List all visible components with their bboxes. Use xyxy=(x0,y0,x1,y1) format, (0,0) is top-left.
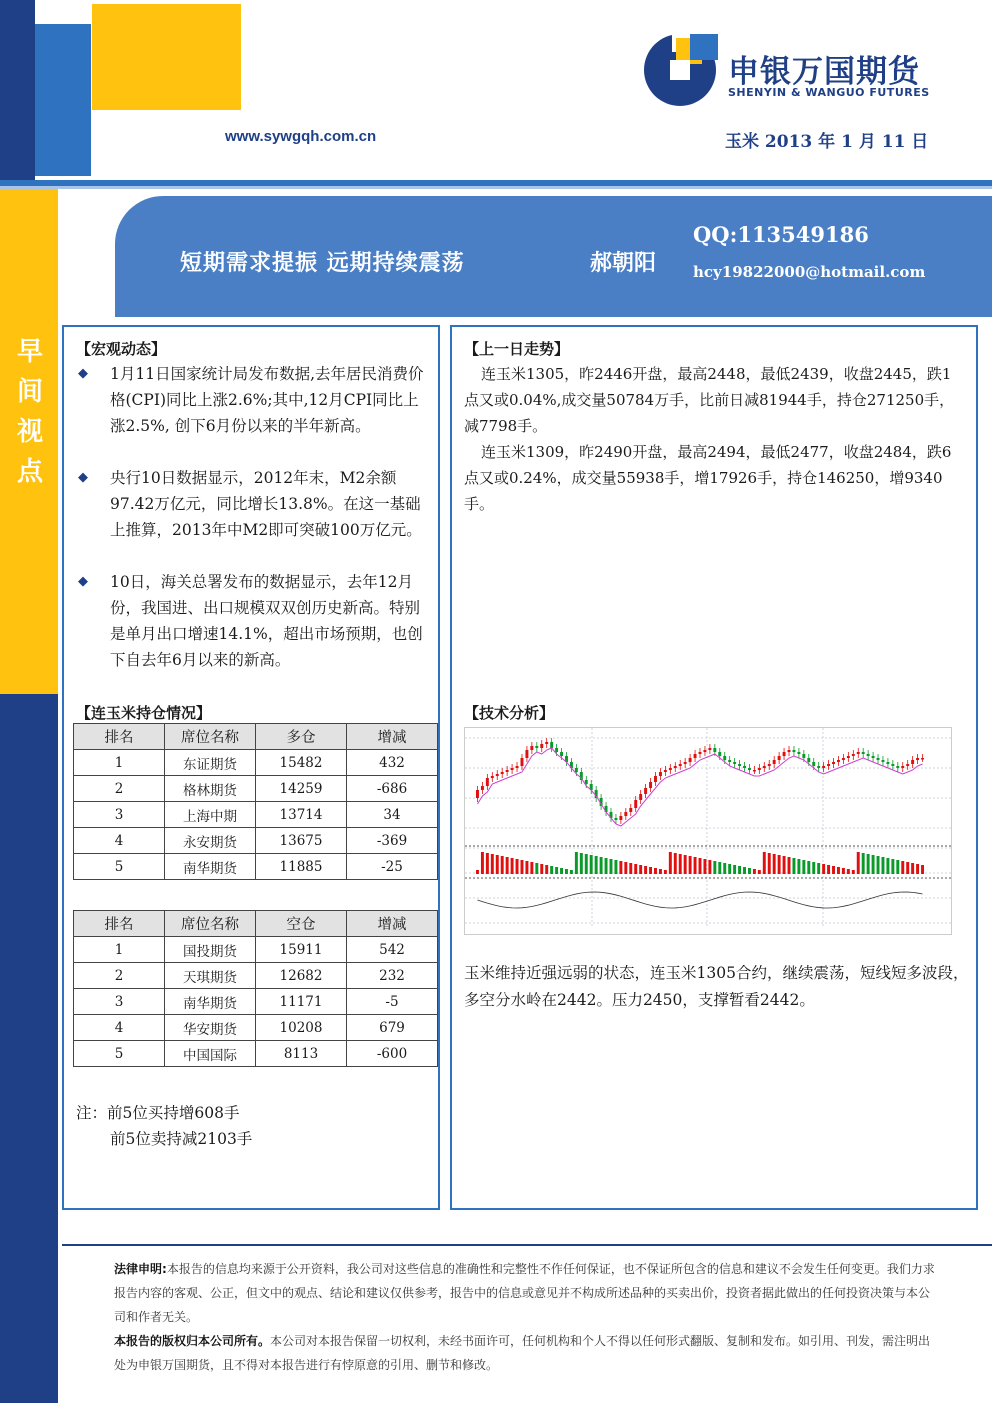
logo-mark-icon xyxy=(642,30,722,110)
chart-volume-bar xyxy=(521,860,524,874)
chart-candle xyxy=(797,752,800,754)
chart-candle xyxy=(684,762,687,764)
cell: 13714 xyxy=(256,802,347,828)
chart-candle xyxy=(654,776,657,782)
chart-candle xyxy=(792,750,795,752)
chart-volume-bar xyxy=(674,853,677,874)
diamond-bullet-icon: ◆ xyxy=(78,574,88,589)
chart-candle xyxy=(901,766,904,768)
legal-label-2: 本报告的版权归本公司所有。 xyxy=(114,1334,271,1348)
chart-candle xyxy=(812,762,815,766)
chart-volume-bar xyxy=(916,864,919,874)
cell: 232 xyxy=(347,963,438,989)
chart-volume-bar xyxy=(545,865,548,874)
chart-volume-bar xyxy=(763,852,766,874)
col-seat: 席位名称 xyxy=(165,911,256,937)
chart-candle xyxy=(768,764,771,766)
macro-item: 1月11日国家统计局发布数据,去年居民消费价格(CPI)同比上涨2.6%;其中,12月CPI同比上涨2.5%, 创下6月份以来的半年新高。 xyxy=(110,365,424,435)
chart-candle xyxy=(758,768,761,770)
chart-candle xyxy=(644,788,647,794)
chart-candle xyxy=(550,742,553,748)
cell: 5 xyxy=(74,854,165,880)
sidebar-navy xyxy=(0,694,58,1403)
table-row xyxy=(74,963,438,989)
table-row xyxy=(74,1041,438,1067)
macro-section-title: 【宏观动态】 xyxy=(76,340,167,358)
chart-volume-bar xyxy=(644,866,647,874)
table-row xyxy=(74,854,438,880)
chart-volume-bar xyxy=(605,858,608,874)
chart-volume-bar xyxy=(708,860,711,874)
chart-candle xyxy=(867,754,870,756)
chart-candle xyxy=(516,766,519,768)
chart-volume-bar xyxy=(812,862,815,874)
legal-text-1: 本报告的信息均来源于公开资料，我公司对这些信息的准确性和完整性不作任何保证，也不保证所包含的信息和建议不会发生任何变更。我们力求报告内容的客观、公正，但文中的观点、结论和建议仅供参考，报告中的信息或意见并不构成所述品种的买卖出价，投资者据此做出的任何投资决策与本公司和作者无关。 xyxy=(114,1262,935,1324)
report-date: 玉米 2013 年 1 月 11 日 xyxy=(725,132,929,152)
cell: 542 xyxy=(347,937,438,963)
col-rank: 排名 xyxy=(74,724,165,750)
chart-candle xyxy=(778,756,781,760)
chart-volume-bar xyxy=(624,862,627,874)
chart-candle xyxy=(921,758,924,760)
chart-volume-bar xyxy=(535,863,538,874)
chart-volume-bar xyxy=(501,856,504,874)
chart-candle xyxy=(906,764,909,766)
candlestick-chart-image xyxy=(464,727,952,935)
cell: 4 xyxy=(74,1015,165,1041)
chart-candle xyxy=(669,768,672,770)
chart-candle xyxy=(753,770,756,772)
cell: 14259 xyxy=(256,776,347,802)
chart-candle xyxy=(679,764,682,766)
chart-candle xyxy=(624,812,627,816)
chart-candle xyxy=(535,746,538,748)
chart-volume-bar xyxy=(832,866,835,874)
chart-volume-bar xyxy=(881,857,884,874)
macro-item: 央行10日数据显示，2012年末，M2余额97.42万亿元，同比增长13.8%。在这一基础上推算，2013年中M2即可突破100万亿元。 xyxy=(110,469,422,539)
chart-volume-bar xyxy=(659,869,662,874)
chart-volume-bar xyxy=(560,868,563,874)
chart-volume-bar xyxy=(486,853,489,874)
chart-volume-bar xyxy=(817,863,820,874)
table-row xyxy=(74,937,438,963)
cell: -600 xyxy=(347,1041,438,1067)
chart-volume-bar xyxy=(634,864,637,874)
chart-volume-bar xyxy=(733,865,736,874)
chart-volume-bar xyxy=(822,864,825,874)
chart-volume-bar xyxy=(476,870,479,874)
cell: 13675 xyxy=(256,828,347,854)
website-link[interactable]: www.sywgqh.com.cn xyxy=(225,128,377,145)
chart-candle xyxy=(629,808,632,812)
candlestick-chart xyxy=(465,728,951,934)
chart-volume-bar xyxy=(511,858,514,874)
technical-section-title: 【技术分析】 xyxy=(464,704,555,722)
cell: 3 xyxy=(74,989,165,1015)
cell: 国投期货 xyxy=(165,937,256,963)
cell: 15911 xyxy=(256,937,347,963)
market-para-1309: 连玉米1309，昨2490开盘，最高2494，最低2477，收盘2484，跌6点又或0.24%，成交量55938手，增17926手，持仓146250，增9340手。 xyxy=(464,443,952,513)
chart-candle xyxy=(847,756,850,758)
chart-volume-bar xyxy=(847,869,850,874)
chart-volume-bar xyxy=(555,867,558,874)
chart-candle xyxy=(807,758,810,762)
chart-volume-bar xyxy=(738,866,741,874)
chart-volume-bar xyxy=(906,862,909,874)
chart-volume-bar xyxy=(867,854,870,874)
cell: 10208 xyxy=(256,1015,347,1041)
chart-volume-bar xyxy=(629,863,632,874)
table-row xyxy=(74,989,438,1015)
chart-candle xyxy=(852,754,855,756)
chart-volume-bar xyxy=(807,861,810,874)
chart-candle xyxy=(822,766,825,768)
chart-volume-bar xyxy=(778,855,781,874)
chart-volume-bar xyxy=(530,862,533,874)
table-header-row xyxy=(74,724,438,750)
logo-name: 申银万国期货 xyxy=(728,54,920,90)
chart-candle xyxy=(694,754,697,758)
cell: 4 xyxy=(74,828,165,854)
chart-volume-bar xyxy=(827,865,830,874)
chart-volume-bar xyxy=(901,861,904,874)
chart-volume-bar xyxy=(550,866,553,874)
chart-candle xyxy=(540,744,543,748)
cell: 8113 xyxy=(256,1041,347,1067)
short-positions-table xyxy=(73,910,438,1067)
market-section-title: 【上一日走势】 xyxy=(464,340,570,358)
chart-volume-bar xyxy=(580,853,583,874)
chart-volume-bar xyxy=(619,861,622,874)
chart-candle xyxy=(530,746,533,750)
chart-volume-bar xyxy=(694,857,697,874)
cell: -686 xyxy=(347,776,438,802)
chart-candle xyxy=(827,764,830,766)
chart-volume-bar xyxy=(802,860,805,874)
table-row xyxy=(74,1015,438,1041)
diamond-bullet-icon: ◆ xyxy=(78,366,88,381)
chart-volume-bar xyxy=(525,861,528,874)
chart-volume-bar xyxy=(654,868,657,874)
chart-volume-bar xyxy=(891,859,894,874)
cell: 3 xyxy=(74,802,165,828)
diamond-bullet-icon: ◆ xyxy=(78,470,88,485)
chart-candle xyxy=(896,766,899,768)
author-name: 郝朝阳 xyxy=(590,250,657,276)
cell: 南华期货 xyxy=(165,854,256,880)
chart-candle xyxy=(521,758,524,766)
cell: 格林期货 xyxy=(165,776,256,802)
chart-candle xyxy=(649,782,652,788)
cell: 15482 xyxy=(256,750,347,776)
chart-volume-bar xyxy=(565,869,568,874)
chart-candle xyxy=(857,752,860,754)
chart-candle xyxy=(501,772,504,774)
chart-volume-bar xyxy=(481,852,484,874)
cell: 34 xyxy=(347,802,438,828)
col-long: 多仓 xyxy=(256,724,347,750)
chart-volume-bar xyxy=(590,855,593,874)
chart-candle xyxy=(738,764,741,766)
chart-volume-bar xyxy=(639,865,642,874)
chart-volume-bar xyxy=(792,858,795,874)
cell: 1 xyxy=(74,937,165,963)
chart-volume-bar xyxy=(595,856,598,874)
chart-candle xyxy=(506,770,509,772)
logo-english-name: SHENYIN & WANGUO FUTURES xyxy=(728,86,930,99)
table-header-row xyxy=(74,911,438,937)
header-decoration-blue xyxy=(35,24,91,176)
chart-volume-bar xyxy=(496,855,499,874)
chart-volume-bar xyxy=(679,854,682,874)
chart-volume-bar xyxy=(877,856,880,874)
chart-volume-bar xyxy=(797,859,800,874)
chart-candle xyxy=(481,786,484,790)
author-email[interactable]: hcy19822000@hotmail.com xyxy=(693,263,926,281)
chart-candle xyxy=(842,758,845,760)
chart-volume-bar xyxy=(614,860,617,874)
header-decoration-yellow xyxy=(92,4,241,110)
header-decoration-navy xyxy=(0,0,35,185)
chart-volume-bar xyxy=(911,863,914,874)
chart-candle xyxy=(916,758,919,760)
chart-volume-bar xyxy=(743,867,746,874)
market-para-1305: 连玉米1305，昨2446开盘，最高2448，最低2439，收盘2445，跌1点又或0.04%,成交量50784万手，比前日减81944手，持仓271250手，减7798手。 xyxy=(464,365,955,435)
chart-volume-bar xyxy=(718,862,721,874)
chart-volume-bar xyxy=(540,864,543,874)
chart-volume-bar xyxy=(753,869,756,874)
cell: 中国国际 xyxy=(165,1041,256,1067)
cell: -5 xyxy=(347,989,438,1015)
cell: 华安期货 xyxy=(165,1015,256,1041)
report-headline: 短期需求提振 远期持续震荡 xyxy=(180,250,465,276)
chart-volume-bar xyxy=(837,867,840,874)
chart-volume-bar xyxy=(570,870,573,874)
header-divider-light xyxy=(0,186,992,189)
chart-candle xyxy=(555,748,558,752)
chart-volume-bar xyxy=(669,852,672,874)
positions-note-short: 前5位卖持减2103手 xyxy=(110,1130,253,1148)
chart-volume-bar xyxy=(649,867,652,874)
chart-candle xyxy=(773,760,776,764)
chart-volume-bar xyxy=(842,868,845,874)
chart-candle xyxy=(872,756,875,758)
chart-candle xyxy=(763,766,766,768)
chart-volume-bar xyxy=(713,861,716,874)
chart-candle xyxy=(496,774,499,776)
chart-volume-bar xyxy=(728,864,731,874)
chart-volume-bar xyxy=(516,859,519,874)
chart-volume-bar xyxy=(783,856,786,874)
legal-disclaimer xyxy=(114,1257,940,1377)
legal-label-1: 法律申明: xyxy=(114,1262,167,1276)
cell: 天琪期货 xyxy=(165,963,256,989)
technical-analysis-text: 玉米维持近强远弱的状态，连玉米1305合约，继续震荡，短线短多波段，多空分水岭在2442。压力2450，支撑暂看2442。 xyxy=(464,964,969,1009)
table-row xyxy=(74,776,438,802)
chart-volume-bar xyxy=(506,857,509,874)
chart-volume-bar xyxy=(491,854,494,874)
chart-candle xyxy=(699,752,702,754)
cell: 2 xyxy=(74,776,165,802)
chart-volume-bar xyxy=(723,863,726,874)
chart-volume-bar xyxy=(788,857,791,874)
chart-candle xyxy=(723,756,726,760)
cell: 11171 xyxy=(256,989,347,1015)
chart-volume-bar xyxy=(575,852,578,874)
cell: 南华期货 xyxy=(165,989,256,1015)
chart-candle xyxy=(802,754,805,758)
chart-candle xyxy=(748,768,751,770)
company-logo xyxy=(642,30,942,110)
chart-candle xyxy=(659,772,662,776)
col-rank: 排名 xyxy=(74,911,165,937)
chart-candle xyxy=(837,760,840,762)
cell: 1 xyxy=(74,750,165,776)
chart-candle xyxy=(634,800,637,808)
side-label: 早间视点 xyxy=(16,337,43,487)
chart-candle xyxy=(486,778,489,786)
chart-candle xyxy=(614,818,617,820)
chart-candle xyxy=(788,750,791,752)
chart-candle xyxy=(886,762,889,764)
author-qq: QQ:113549186 xyxy=(693,222,869,247)
chart-candle xyxy=(560,752,563,756)
chart-candle xyxy=(703,750,706,752)
cell: -25 xyxy=(347,854,438,880)
chart-candle xyxy=(713,748,716,752)
chart-volume-bar xyxy=(768,853,771,874)
chart-candle xyxy=(619,816,622,820)
cell: 679 xyxy=(347,1015,438,1041)
positions-section-title: 【连玉米持仓情况】 xyxy=(76,704,212,722)
chart-volume-bar xyxy=(886,858,889,874)
chart-candle xyxy=(817,766,820,768)
chart-candle xyxy=(877,758,880,760)
cell: 11885 xyxy=(256,854,347,880)
chart-volume-bar xyxy=(610,859,613,874)
chart-volume-bar xyxy=(773,854,776,874)
col-short: 空仓 xyxy=(256,911,347,937)
chart-volume-bar xyxy=(703,859,706,874)
chart-candle xyxy=(511,768,514,770)
col-seat: 席位名称 xyxy=(165,724,256,750)
chart-volume-bar xyxy=(758,870,761,874)
cell: 432 xyxy=(347,750,438,776)
chart-candle xyxy=(476,790,479,798)
table-row xyxy=(74,802,438,828)
chart-candle xyxy=(733,762,736,764)
chart-candle xyxy=(639,794,642,800)
cell: 2 xyxy=(74,963,165,989)
chart-volume-bar xyxy=(921,865,924,874)
chart-candle xyxy=(911,760,914,764)
cell: 上海中期 xyxy=(165,802,256,828)
table-row xyxy=(74,750,438,776)
chart-volume-bar xyxy=(857,852,860,874)
chart-candle xyxy=(674,766,677,768)
chart-candle xyxy=(718,752,721,756)
table-row xyxy=(74,828,438,854)
chart-candle xyxy=(664,770,667,772)
chart-candle xyxy=(525,750,528,758)
long-positions-table xyxy=(73,723,438,880)
chart-candle xyxy=(491,776,494,778)
chart-candle xyxy=(862,752,865,754)
chart-volume-bar xyxy=(852,870,855,874)
macro-item: 10日，海关总署发布的数据显示，去年12月份，我国进、出口规模双双创历史新高。特别是单月出口增速14.1%，超出市场预期，也创下自去年6月以来的新高。 xyxy=(110,573,423,669)
chart-volume-bar xyxy=(699,858,702,874)
chart-candle xyxy=(832,762,835,764)
chart-volume-bar xyxy=(748,868,751,874)
chart-volume-bar xyxy=(862,853,865,874)
chart-volume-bar xyxy=(585,854,588,874)
chart-volume-bar xyxy=(600,857,603,874)
positions-note-long: 注：前5位买持增608手 xyxy=(76,1104,240,1122)
chart-volume-bar xyxy=(684,855,687,874)
cell: 东证期货 xyxy=(165,750,256,776)
col-change: 增减 xyxy=(347,724,438,750)
chart-volume-bar xyxy=(872,855,875,874)
cell: 12682 xyxy=(256,963,347,989)
chart-candle xyxy=(708,748,711,750)
footer-divider xyxy=(62,1244,992,1246)
chart-volume-bar xyxy=(896,860,899,874)
chart-candle xyxy=(689,758,692,762)
chart-candle xyxy=(783,752,786,756)
chart-candle xyxy=(743,766,746,768)
col-change: 增减 xyxy=(347,911,438,937)
cell: 永安期货 xyxy=(165,828,256,854)
cell: -369 xyxy=(347,828,438,854)
chart-candle xyxy=(891,764,894,766)
chart-candle xyxy=(575,768,578,772)
chart-volume-bar xyxy=(664,870,667,874)
chart-candle xyxy=(545,742,548,744)
chart-candle xyxy=(881,760,884,762)
chart-volume-bar xyxy=(689,856,692,874)
chart-candle xyxy=(728,760,731,762)
cell: 5 xyxy=(74,1041,165,1067)
legal-text-2: 本公司对本报告保留一切权利，未经书面许可，任何机构和个人不得以任何形式翻版、复制和发布。如引用、刊发，需注明出处为申银万国期货，且不得对本报告进行有悖原意的引用、删节和修改。 xyxy=(114,1334,931,1372)
